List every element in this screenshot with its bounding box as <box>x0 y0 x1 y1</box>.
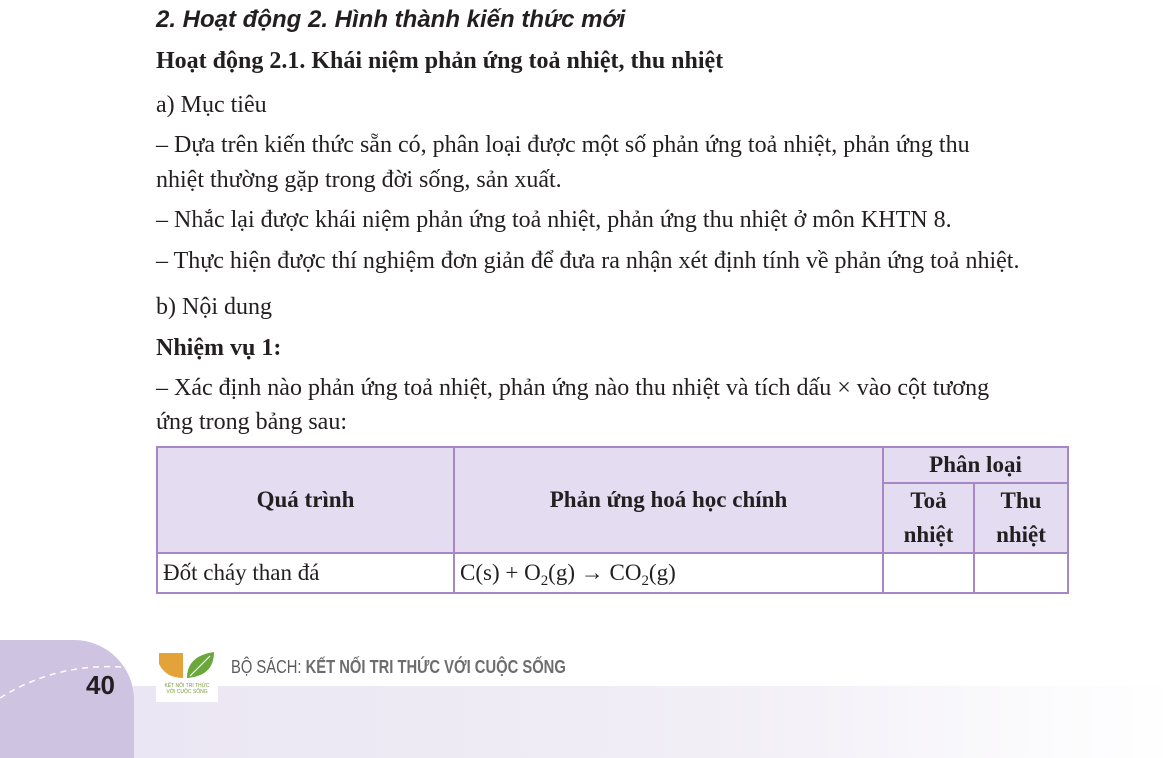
header-endothermic-line-1: Thu <box>1000 488 1042 513</box>
sub-activity-heading: Hoạt động 2.1. Khái niệm phản ứng toả nhiệt, thu nhiệt <box>156 48 724 74</box>
header-endothermic <box>974 483 1068 553</box>
book-series-label <box>231 657 566 678</box>
logo-caption-line-1: KẾT NỐI TRI THỨC <box>164 683 210 689</box>
reaction-part: C(s) + O <box>460 560 541 585</box>
header-reaction: Phản ứng hoá học chính <box>454 447 883 553</box>
objective-line-2: nhiệt thường gặp trong đời sống, sản xuất. <box>156 167 562 193</box>
logo-caption <box>158 683 216 695</box>
page-number: 40 <box>86 670 115 700</box>
header-exothermic-line-1: Toả <box>910 488 947 513</box>
reaction-part: (g) → CO <box>548 560 642 585</box>
cell-endothermic[interactable] <box>974 553 1068 593</box>
task-line-2: ứng trong bảng sau: <box>156 409 347 435</box>
objective-line-1: – Dựa trên kiến thức sẵn có, phân loại được một số phản ứng toả nhiệt, phản ứng thu <box>156 132 970 158</box>
classification-table <box>156 446 1069 594</box>
header-process: Quá trình <box>157 447 454 553</box>
reaction-subscript: 2 <box>641 573 649 590</box>
header-exothermic <box>883 483 974 553</box>
objective-label: a) Mục tiêu <box>156 92 267 118</box>
header-endothermic-line-2: nhiệt <box>996 522 1046 547</box>
logo-caption-line-2: VỚI CUỘC SỐNG <box>166 689 208 695</box>
series-name: KẾT NỐI TRI THỨC VỚI CUỘC SỐNG <box>305 657 566 677</box>
series-prefix: BỘ SÁCH: <box>231 657 306 677</box>
table-header-row <box>157 447 1068 483</box>
header-classify: Phân loại <box>883 447 1068 483</box>
task-line-1: – Xác định nào phản ứng toả nhiệt, phản ứng nào thu nhiệt và tích dấu × vào cột tương <box>156 375 990 401</box>
cell-process: Đốt cháy than đá <box>157 553 454 593</box>
task-label: Nhiệm vụ 1: <box>156 335 282 361</box>
header-exothermic-line-2: nhiệt <box>903 522 954 547</box>
activity-heading: 2. Hoạt động 2. Hình thành kiến thức mới <box>156 6 626 33</box>
cell-reaction <box>454 553 883 593</box>
table-row <box>157 553 1068 593</box>
reaction-subscript: 2 <box>540 573 549 590</box>
content-label: b) Nội dung <box>156 294 272 320</box>
cell-exothermic[interactable] <box>883 553 974 593</box>
reaction-part: (g) <box>648 560 676 585</box>
objective-line-3: – Nhắc lại được khái niệm phản ứng toả nhiệt, phản ứng thu nhiệt ở môn KHTN 8. <box>156 207 952 233</box>
objective-line-4: – Thực hiện được thí nghiệm đơn giản để đưa ra nhận xét định tính về phản ứng toả nhiệt. <box>156 248 1020 274</box>
